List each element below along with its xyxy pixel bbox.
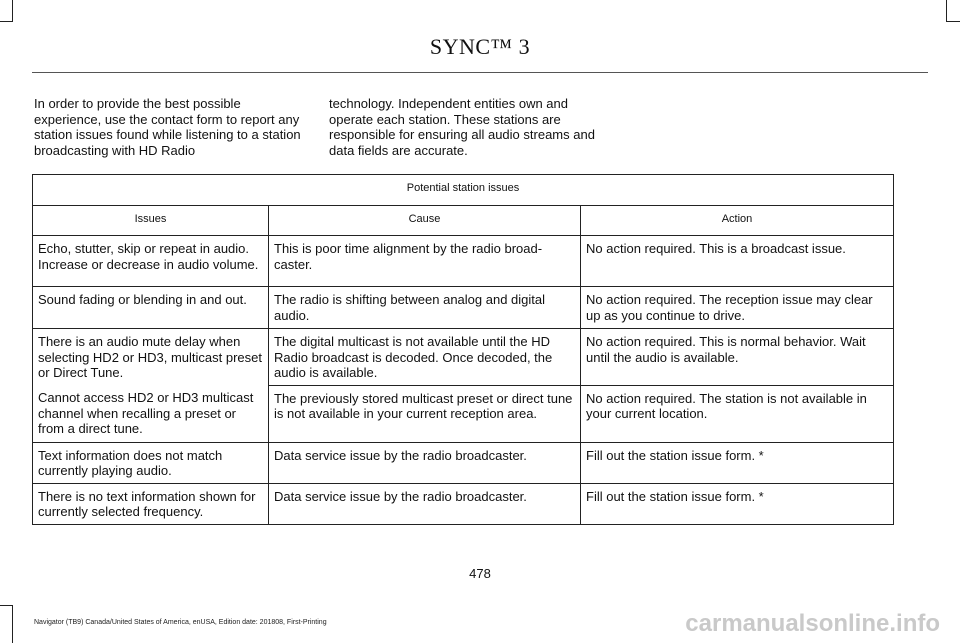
crop-mark-bottom-left-h <box>0 605 13 606</box>
issue-cell: There is no text information shown for currently selected frequency. <box>33 483 269 524</box>
action-cell: No action required. This is a broadcast issue. <box>581 236 894 287</box>
column-header-cause: Cause <box>269 205 581 236</box>
crop-mark-bottom-left-v <box>12 605 13 643</box>
watermark-logo: carmanualsonline.info <box>685 610 940 637</box>
intro-paragraph-left: In order to provide the best possible experience, use the contact form to report any station issues found while listening to a station broadcasting with HD Radio <box>34 96 301 158</box>
table-row <box>33 385 894 442</box>
issue-cell: Cannot access HD2 or HD3 multicast channel when recalling a preset or from a direct tune. <box>33 385 269 442</box>
column-header-issues: Issues <box>33 205 269 236</box>
issue-cell: There is an audio mute delay when selecting HD2 or HD3, multicast preset or Direct Tune. <box>33 329 269 386</box>
intro-paragraph-right: technology. Independent entities own and operate each station. These stations are responsible for ensuring all audio streams and data fields are accurate. <box>329 96 595 158</box>
issue-cell: Echo, stutter, skip or repeat in audio. Increase or decrease in audio volume. <box>33 236 269 287</box>
action-cell: No action required. The station is not available in your current location. <box>581 385 894 442</box>
table-row <box>33 287 894 329</box>
cause-cell: Data service issue by the radio broadcaster. <box>269 442 581 483</box>
station-issues-table <box>32 174 894 525</box>
action-cell: Fill out the station issue form. * <box>581 442 894 483</box>
column-header-action: Action <box>581 205 894 236</box>
header-divider <box>32 72 928 73</box>
cause-cell: This is poor time alignment by the radio broad-caster. <box>269 236 581 287</box>
issue-cell: Text information does not match currently playing audio. <box>33 442 269 483</box>
table-row <box>33 236 894 287</box>
table-row <box>33 329 894 386</box>
cause-cell: The previously stored multicast preset or direct tune is not available in your current reception area. <box>269 385 581 442</box>
action-cell: No action required. This is normal behavior. Wait until the audio is available. <box>581 329 894 386</box>
page-number: 478 <box>469 566 491 581</box>
issue-cell: Sound fading or blending in and out. <box>33 287 269 329</box>
cause-cell: The digital multicast is not available until the HD Radio broadcast is decoded. Once decoded, the audio is available. <box>269 329 581 386</box>
crop-mark-top-right-v <box>946 0 947 22</box>
action-cell: No action required. The reception issue may clear up as you continue to drive. <box>581 287 894 329</box>
table-row <box>33 442 894 483</box>
table-row <box>33 483 894 524</box>
crop-mark-top-left-v <box>12 0 13 22</box>
action-cell: Fill out the station issue form. * <box>581 483 894 524</box>
crop-mark-top-right-h <box>946 21 960 22</box>
cause-cell: The radio is shifting between analog and digital audio. <box>269 287 581 329</box>
page-header-title: SYNC™ 3 <box>429 34 531 59</box>
footer-edition-info: Navigator (TB9) Canada/United States of America, enUSA, Edition date: 201808, First-Printing <box>34 619 327 626</box>
table-caption: Potential station issues <box>33 175 894 206</box>
crop-mark-top-left-h <box>0 21 13 22</box>
cause-cell: Data service issue by the radio broadcaster. <box>269 483 581 524</box>
